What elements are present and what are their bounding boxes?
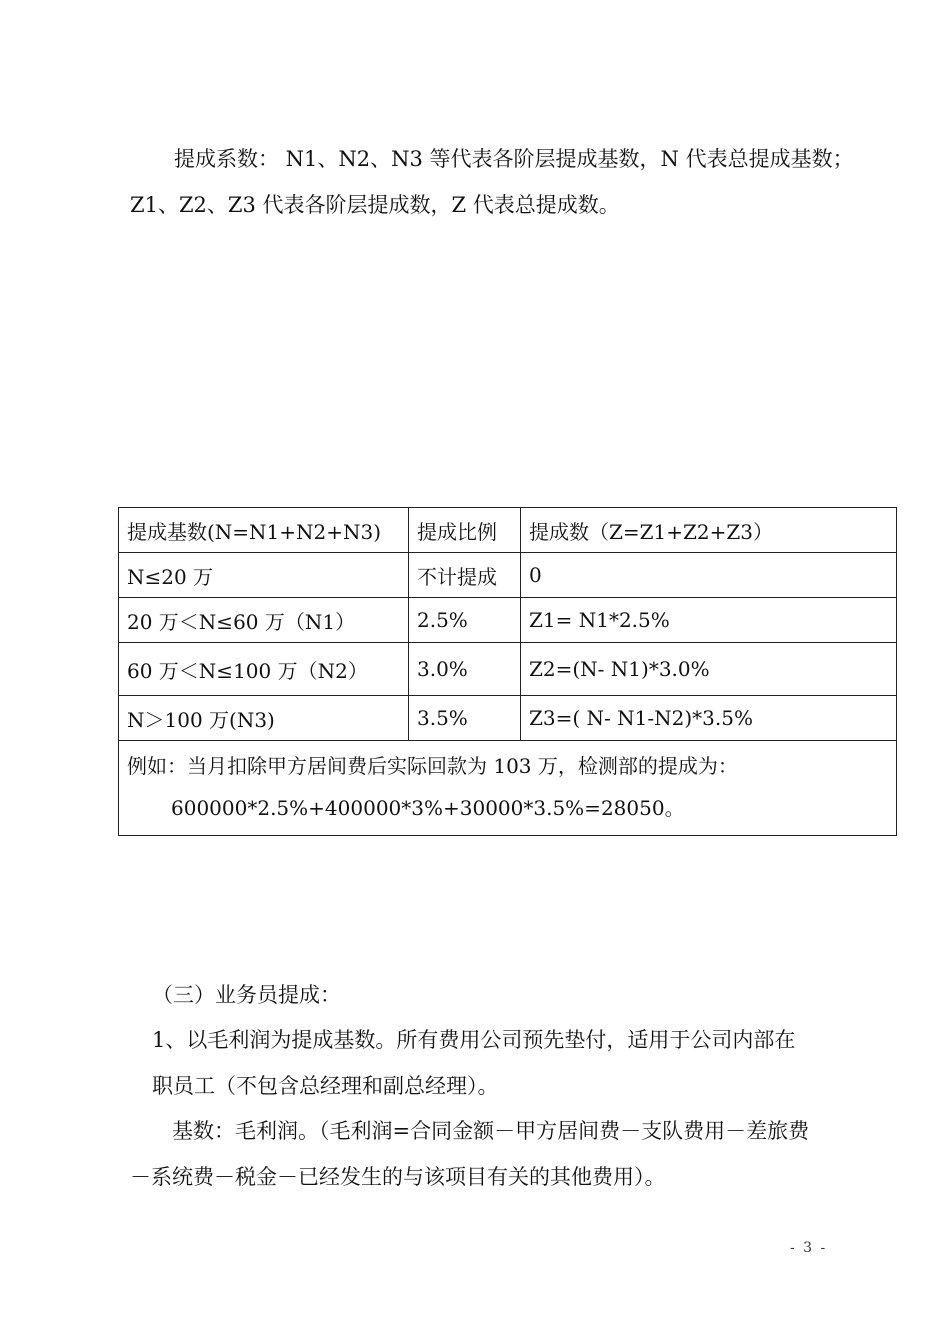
- item-1-line-1: 1、以毛利润为提成基数。所有费用公司预先垫付，适用于公司内部在: [152, 1028, 796, 1052]
- table-cell: 20 万＜N≤60 万（N1）: [119, 598, 409, 643]
- page-number: - 3 -: [790, 1240, 828, 1256]
- table-row: [119, 553, 897, 598]
- example-cell: [119, 741, 897, 836]
- header-base: 提成基数(N=N1+N2+N3): [119, 508, 409, 553]
- commission-table: [118, 507, 897, 836]
- item-1-paragraph: [152, 1017, 795, 1109]
- table-cell: 2.5%: [409, 598, 521, 643]
- example-line-2: 600000*2.5%+400000*3%+30000*3.5%=28050。: [171, 796, 685, 820]
- table-row: [119, 643, 897, 696]
- table-cell: Z1= N1*2.5%: [521, 598, 897, 643]
- section-heading: [152, 972, 341, 1018]
- section-3-heading: （三）业务员提成：: [152, 983, 341, 1007]
- intro-line-2: Z1、Z2、Z3 代表各阶层提成数，Z 代表总提成数。: [130, 193, 620, 217]
- table-cell: 3.5%: [409, 696, 521, 741]
- base-line-1: 基数：毛利润。（毛利润=合同金额－甲方居间费－支队费用－差旅费: [172, 1119, 810, 1143]
- table-cell: N＞100 万(N3): [119, 696, 409, 741]
- table-example-row: [119, 741, 897, 836]
- base-paragraph: [130, 1108, 810, 1200]
- table-header-row: [119, 508, 897, 553]
- header-ratio: 提成比例: [409, 508, 521, 553]
- item-1-line-2: 职员工（不包含总经理和副总经理）。: [152, 1074, 499, 1098]
- table-cell: Z2=(N- N1)*3.0%: [521, 643, 897, 696]
- table-cell: 0: [521, 553, 897, 598]
- example-line-1: 例如：当月扣除甲方居间费后实际回款为 103 万，检测部的提成为：: [127, 754, 738, 778]
- intro-paragraph: [130, 136, 854, 228]
- table-cell: 不计提成: [409, 553, 521, 598]
- table-row: [119, 598, 897, 643]
- table-cell: Z3=( N- N1-N2)*3.5%: [521, 696, 897, 741]
- intro-line-1: 提成系数： N1、N2、N3 等代表各阶层提成基数，N 代表总提成基数；: [174, 147, 854, 171]
- table-cell: N≤20 万: [119, 553, 409, 598]
- header-amount: 提成数（Z=Z1+Z2+Z3）: [521, 508, 897, 553]
- table-row: [119, 696, 897, 741]
- table-cell: 60 万＜N≤100 万（N2）: [119, 643, 409, 696]
- base-line-2: －系统费－税金－已经发生的与该项目有关的其他费用）。: [130, 1165, 666, 1189]
- table-cell: 3.0%: [409, 643, 521, 696]
